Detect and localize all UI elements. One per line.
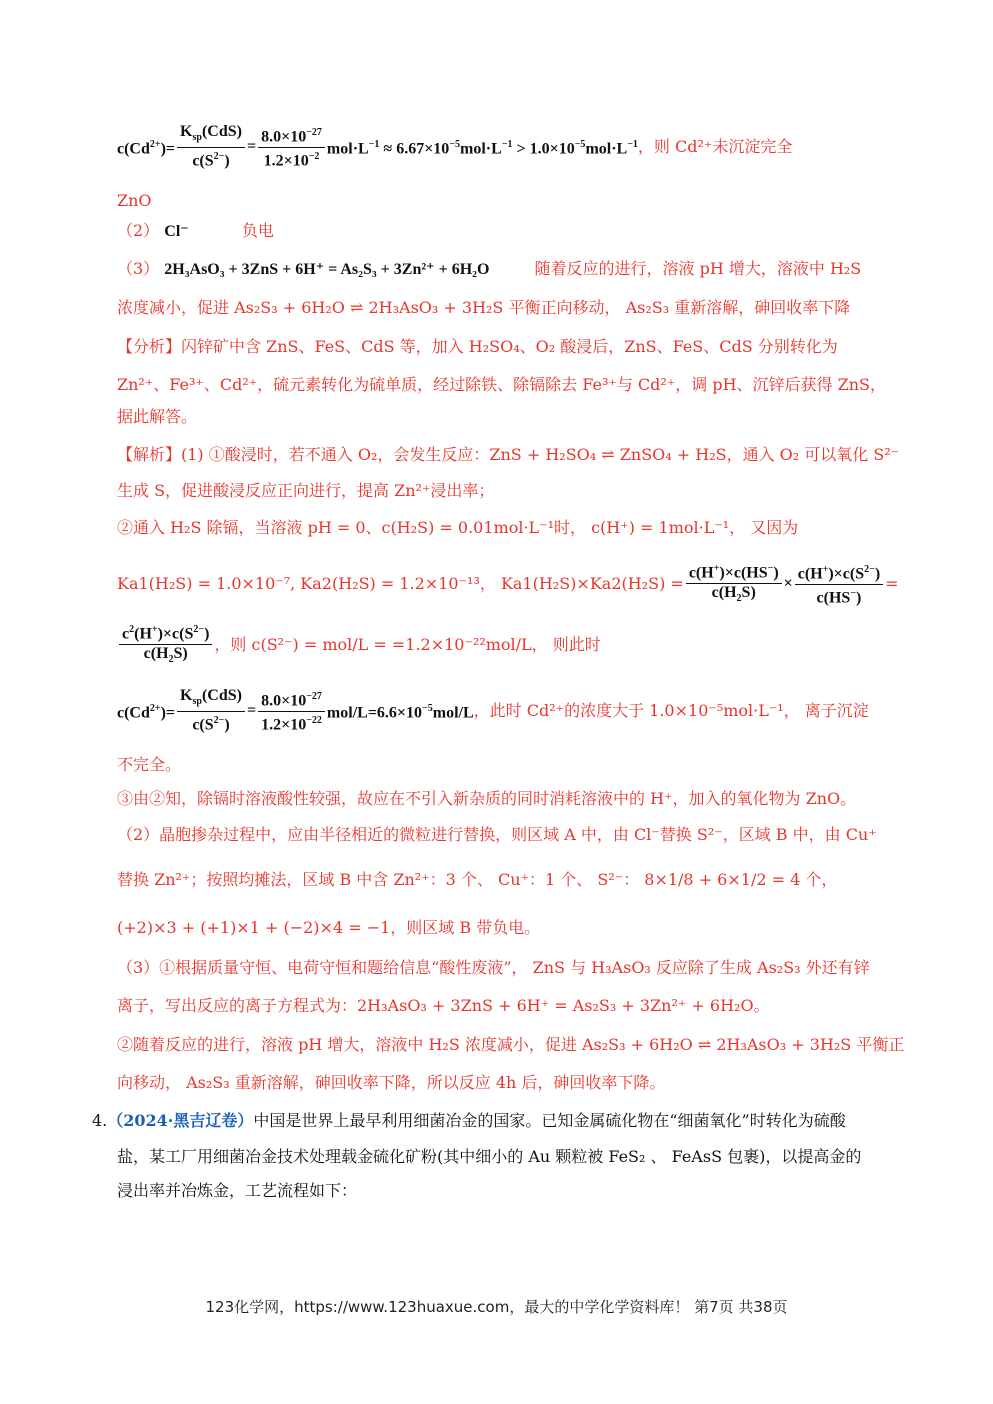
explanation-9: （2）晶胞掺杂过程中，应由半径相近的微粒进行替换，则区域 A 中，由 Cl⁻替换 S²⁻，区域 B 中，由 Cu⁺ — [117, 825, 877, 844]
explanation-8: ③由②知，除镉时溶液酸性较强，故应在不引入新杂质的同时消耗溶液中的 H⁺，加入的氧化物为 ZnO。 — [117, 789, 857, 808]
question-4-line-1: 4.（2024·黑吉辽卷）中国是世界上最早利用细菌冶金的国家。已知金属硫化物在“细菌氧化”时转化为硫酸 — [92, 1111, 846, 1130]
explanation-7: 不完全。 — [117, 755, 182, 774]
explanation-11: (+2)×3 + (+1)×1 + (−2)×4 = −1，则区域 B 带负电。 — [117, 918, 541, 937]
answer-zno: ZnO — [117, 191, 152, 210]
analysis-3: 据此解答。 — [117, 407, 198, 426]
question-4-line-2: 盐，某工厂用细菌冶金技术处理载金硫化矿粉(其中细小的 Au 颗粒被 FeS₂ 、 FeAsS 包裹)，以提高金的 — [117, 1147, 862, 1166]
explanation-4: Ka1(H₂S) = 1.0×10⁻⁷, Ka2(H₂S) = 1.2×10⁻¹³， Ka1(H₂S)×Ka2(H₂S) = $\frac{c(H^+)\times c(HS^-)}{c(H_2S)}$ × $\frac{c(H^+)\times c(S^{2-})}{c(HS^-)}$ = — [117, 562, 899, 606]
formula-line-1: $c(Cd^{2+})=$ $\frac{K_{sp}(CdS)}{c(S^{2-})}$ = $\frac{8.0\times 10^{-27}}{1.2\times 10^{-2}}$ $mol\cdot L^{-1} \approx 6.67\times 10^{-5}mol\cdot L^{-1} > 1.0\times 10^{-5}mol\cdot L^{-1}$ ，则 Cd²⁺未沉淀完全 — [117, 123, 793, 170]
explanation-3: ②通入 H₂S 除镉，当溶液 pH = 0、c(H₂S) = 0.01mol·L⁻¹时， c(H⁺) = 1mol·L⁻¹， 又因为 — [117, 518, 799, 537]
question-4-line-3: 浸出率并冶炼金，工艺流程如下： — [117, 1181, 358, 1200]
explanation-12: （3）①根据质量守恒、电荷守恒和题给信息“酸性废液”， ZnS 与 H₃AsO₃ 反应除了生成 As₂S₃ 外还有锌 — [117, 958, 870, 977]
explanation-6: $c(Cd^{2+})=$ $\frac{K_{sp}(CdS)}{c(S^{2-})}$ = $\frac{8.0\times 10^{-27}}{1.2\times 10^{-22}}$ mol/$L=6.6\times 10^{-5}mol/L$ ，此时 Cd²⁺的浓度大于 1.0×10⁻⁵mol·L⁻¹， 离子沉淀 — [117, 687, 869, 734]
explanation-14: ②随着反应的进行，溶液 pH 增大，溶液中 H₂S 浓度减小，促进 As₂S₃ + 6H₂O ⇌ 2H₃AsO₃ + 3H₂S 平衡正 — [117, 1035, 905, 1054]
explanation-13: 离子，写出反应的离子方程式为：2H₃AsO₃ + 3ZnS + 6H⁺ = As₂S₃ + 3Zn²⁺ + 6H₂O。 — [117, 996, 770, 1015]
answer-3: （3） 2H₃AsO₃ + 3ZnS + 6H⁺ = As₂S₃ + 3Zn²⁺ + 6H₂O 随着反应的进行，溶液 pH 增大，溶液中 H₂S — [117, 259, 862, 278]
line-1-tail: ，则 Cd²⁺未沉淀完全 — [637, 137, 793, 156]
explanation-1: 【解析】(1) ①酸浸时，若不通入 O₂，会发生反应：ZnS + H₂SO₄ ⇌ ZnSO₄ + H₂S，通入 O₂ 可以氧化 S²⁻ — [117, 445, 900, 464]
answer-3-cont: 浓度减小，促进 As₂S₃ + 6H₂O ⇌ 2H₃AsO₃ + 3H₂S 平衡正向移动， As₂S₃ 重新溶解，砷回收率下降 — [117, 298, 851, 317]
explanation-2: 生成 S，促进酸浸反应正向进行，提高 Zn²⁺浸出率； — [117, 481, 495, 500]
analysis-2: Zn²⁺、Fe³⁺、Cd²⁺，硫元素转化为硫单质，经过除铁、除镉除去 Fe³⁺与 Cd²⁺，调 pH、沉锌后获得 ZnS， — [117, 375, 887, 394]
explanation-5: $\frac{c^2(H^+)\times c(S^{2-})}{c(H_2S)}$ ，则 c(S²⁻) = mol/L = =1.2×10⁻²²mol/L， 则此时 — [117, 622, 601, 668]
page-footer: 123化学网，https://www.123huaxue.com，最大的中学化学资料库！ 第7页 共38页 — [205, 1298, 788, 1316]
answer-2: （2） Cl⁻ 负电 — [117, 221, 274, 240]
explanation-10: 替换 Zn²⁺；按照均摊法，区域 B 中含 Zn²⁺：3 个、 Cu⁺：1 个、 S²⁻： 8×1/8 + 6×1/2 = 4 个， — [117, 870, 838, 889]
explanation-15: 向移动， As₂S₃ 重新溶解，砷回收率下降，所以反应 4h 后，砷回收率下降。 — [117, 1073, 666, 1092]
analysis-1: 【分析】闪锌矿中含 ZnS、FeS、CdS 等，加入 H₂SO₄、O₂ 酸浸后，ZnS、FeS、CdS 分别转化为 — [117, 337, 838, 356]
